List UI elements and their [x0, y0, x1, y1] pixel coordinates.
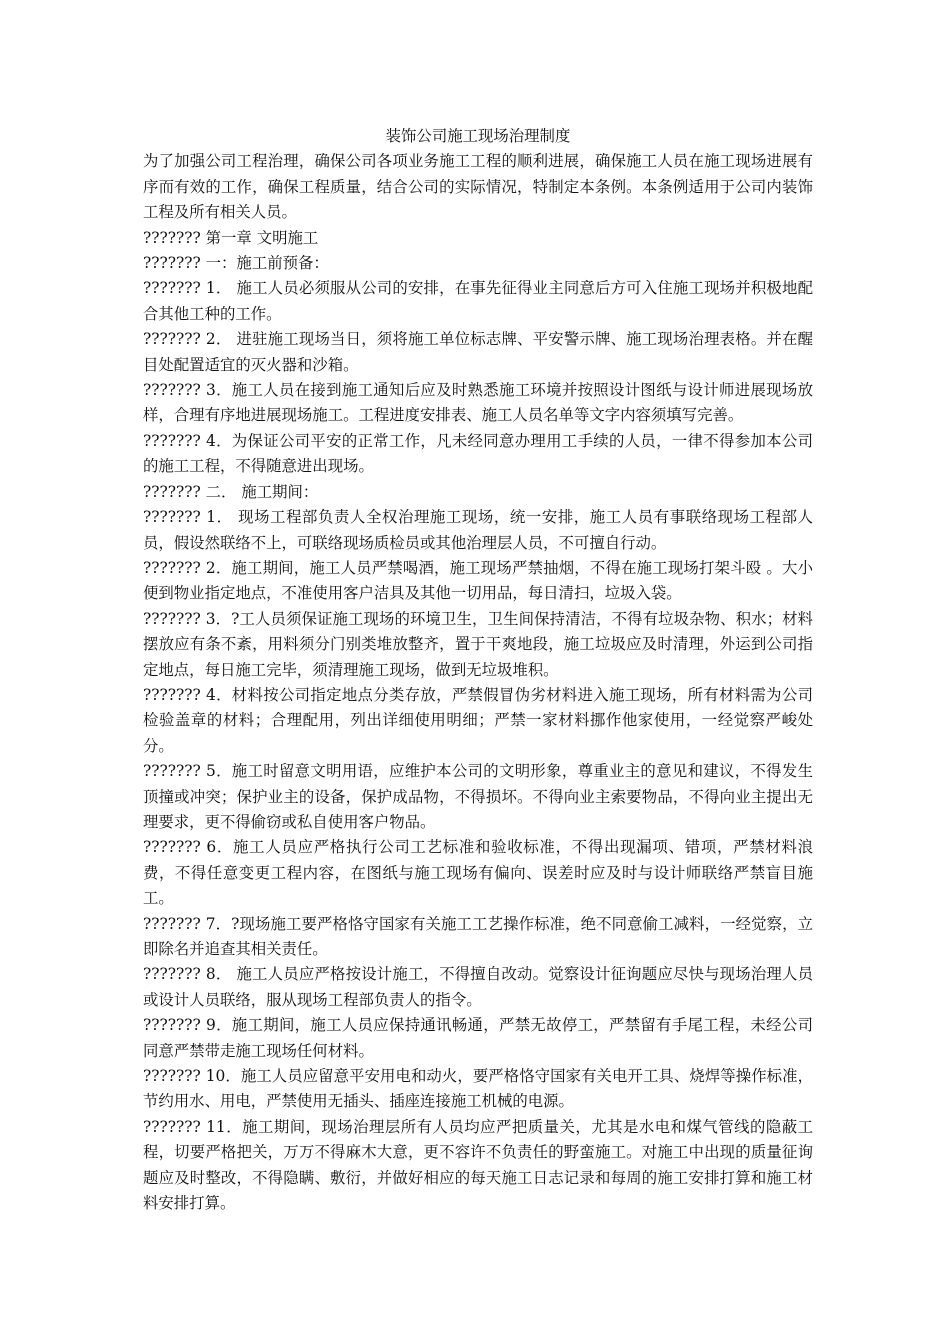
- rule-item: ??????? 4．材料按公司指定地点分类存放，严禁假冒伪劣材料进入施工现场，所有材料需为公司检验盖章的材料；合理配用，列出详细使用明细；严禁一家材料挪作他家使用，一经觉察严峻处分。: [143, 685, 813, 755]
- rule-item: ??????? 5．施工时留意文明用语，应维护本公司的文明形象，尊重业主的意见和建议，不得发生顶撞或冲突；保护业主的设备，保护成品物，不得损坏。不得向业主索要物品，不得向业主提出无理要求，更不得偷窃或私自使用客户物品。: [143, 762, 813, 831]
- rule-item: ??????? 1． 施工人员必须服从公司的安排，在事先征得业主同意后方可入住施工现场并积极地配合其他工种的工作。: [143, 279, 813, 323]
- rule-item: ??????? 2． 进驻施工现场当日，须将施工单位标志牌、平安警示牌、施工现场治理表格。并在醒目处配置适宜的灭火器和沙箱。: [143, 330, 813, 374]
- rule-item: ??????? 7．?现场施工要严格恪守国家有关施工工艺操作标准，绝不同意偷工减料，一经觉察，立即除名并追查其相关责任。: [143, 914, 813, 958]
- document-page: [143, 124, 813, 1216]
- section-heading-during-construction: ??????? 二． 施工期间：: [143, 482, 319, 501]
- rule-item: ??????? 2．施工期间，施工人员严禁喝酒，施工现场严禁抽烟，不得在施工现场打架斗殴 。大小便到物业指定地点，不准使用客户洁具及其他一切用品，每日清扫，垃圾入袋。: [143, 558, 813, 603]
- rule-item: ??????? 6．施工人员应严格执行公司工艺标准和验收标准，不得出现漏项、错项，严禁材料浪费，不得任意变更工程内容，在图纸与施工现场有偏向、误差时应及时与设计师联络严禁盲目施工。: [143, 838, 813, 908]
- chapter-heading: ??????? 第一章 文明施工: [143, 228, 319, 247]
- rule-item: ??????? 3．?工人员须保证施工现场的环境卫生，卫生间保持清洁，不得有垃圾杂物、积水；材料摆放应有条不紊，用料须分门别类堆放整齐，置于干爽地段，施工垃圾应及时清理，外运到公司指定地点，每日施工完毕，须清理施工现场，做到无垃圾堆积。: [143, 609, 813, 679]
- rule-item: ??????? 4．为保证公司平安的正常工作，凡未经同意办理用工手续的人员，一律不得参加本公司的施工工程，不得随意进出现场。: [143, 431, 813, 476]
- rule-item: ??????? 11．施工期间，现场治理层所有人员均应严把质量关，尤其是水电和煤气管线的隐蔽工程，切要严格把关，万万不得麻木大意，更不容许不负责任的野蛮施工。对施工中出现的质量征询题应及时整改，不得隐瞒、敷衍，并做好相应的每天施工日志记录和每周的施工安排打算和施工材料安排打算。: [143, 1117, 813, 1213]
- document-title: 装饰公司施工现场治理制度: [385, 127, 571, 145]
- rule-item: ??????? 9．施工期间，施工人员应保持通讯畅通，严禁无故停工，严禁留有手尾工程，未经公司同意严禁带走施工现场任何材料。: [143, 1016, 813, 1060]
- rule-item: ??????? 10．施工人员应留意平安用电和动火，要严格恪守国家有关电开工具、烧焊等操作标准，节约用水、用电，严禁使用无插头、插座连接施工机械的电源。: [143, 1067, 813, 1111]
- rule-item: ??????? 1． 现场工程部负责人全权治理施工现场，统一安排，施工人员有事联络现场工程部人员，假设然联络不上，可联络现场质检员或其他治理层人员，不可擅自行动。: [143, 508, 813, 552]
- rule-item: ??????? 8． 施工人员应严格按设计施工，不得擅自改动。觉察设计征询题应尽快与现场治理人员或设计人员联络，服从现场工程部负责人的指令。: [143, 965, 813, 1009]
- intro-paragraph: 为了加强公司工程治理，确保公司各项业务施工工程的顺利进展，确保施工人员在施工现场进展有序而有效的工作，确保工程质量，结合公司的实际情况，特制定本条例。本条例适用于公司内装饰工程及所有相关人员。: [143, 152, 813, 222]
- section-heading-before-construction: ??????? 一：施工前预备：: [143, 254, 329, 273]
- rule-item: ??????? 3．施工人员在接到施工通知后应及时熟悉施工环境并按照设计图纸与设计师进展现场放样，合理有序地进展现场施工。工程进度安排表、施工人员名单等文字内容须填写完善。: [143, 381, 813, 425]
